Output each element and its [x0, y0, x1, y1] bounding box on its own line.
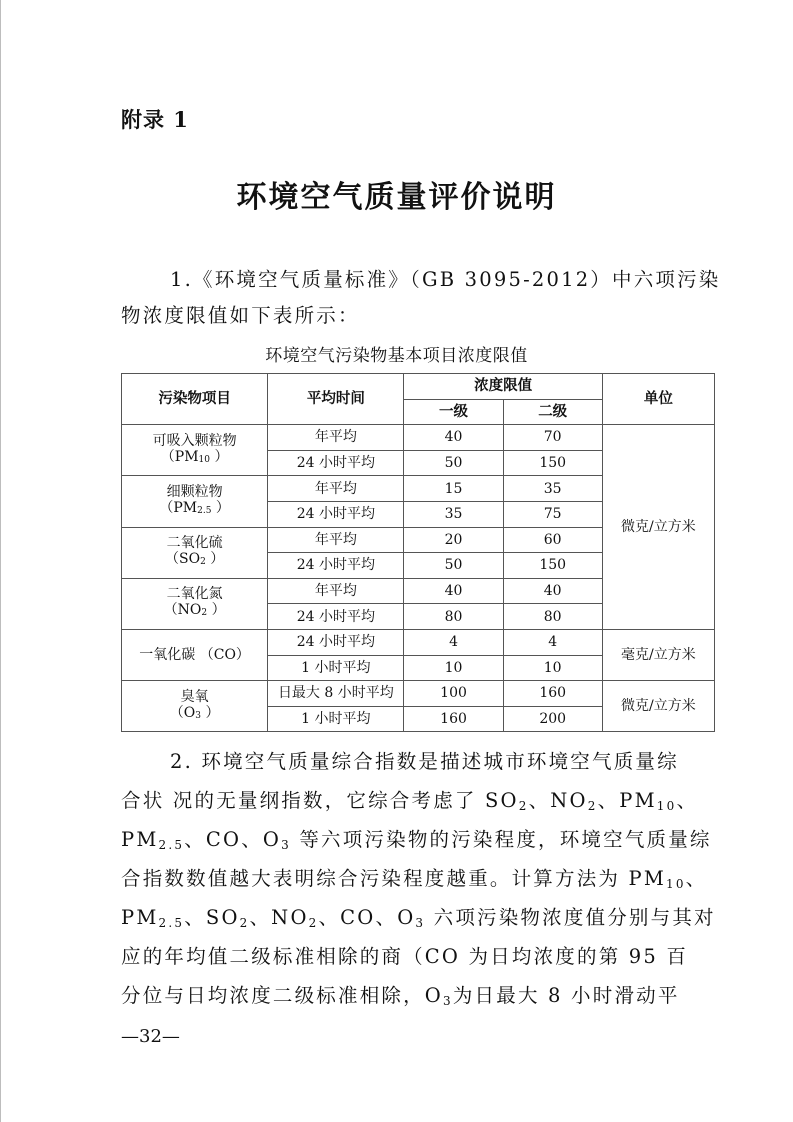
page-number: —32—: [121, 1026, 180, 1047]
header-time: 平均时间: [268, 374, 404, 425]
time-cell: 年平均: [268, 476, 404, 502]
level-1-cell: 40: [404, 578, 503, 604]
level-1-cell: 100: [404, 681, 503, 707]
time-cell: 24 小时平均: [268, 553, 404, 579]
level-2-cell: 40: [503, 578, 602, 604]
time-cell: 年平均: [268, 527, 404, 553]
time-cell: 日最大 8 小时平均: [268, 681, 404, 707]
time-cell: 1 小时平均: [268, 706, 404, 732]
time-cell: 24 小时平均: [268, 450, 404, 476]
header-pollutant: 污染物项目: [122, 374, 268, 425]
paragraph-2-line-4: 合指数数值越大表明综合污染程度越重。计算方法为 $PM_{10}$、: [121, 867, 708, 891]
level-2-cell: 70: [503, 425, 602, 451]
unit-cell: 毫克/立方米: [602, 629, 714, 680]
pollutant-cell: 细颗粒物 （$PM_{2.5}$ ）: [122, 476, 268, 527]
time-cell: 24 小时平均: [268, 604, 404, 630]
paragraph-2-line-1: 2. 环境空气质量综合指数是描述城市环境空气质量综: [170, 750, 679, 773]
level-1-cell: 160: [404, 706, 503, 732]
table-row: [122, 425, 715, 451]
time-cell: 24 小时平均: [268, 629, 404, 655]
paragraph-2-line-6: 应的年均值二级标准相除的商（CO 为日均浓度的第 95 百: [121, 945, 689, 968]
page-title: 环境空气质量评价说明: [236, 180, 557, 215]
level-2-cell: 35: [503, 476, 602, 502]
level-2-cell: 4: [503, 629, 602, 655]
level-2-cell: 150: [503, 450, 602, 476]
paragraph-1-line-2: 物浓度限值如下表所示：: [121, 304, 360, 327]
level-2-cell: 160: [503, 681, 602, 707]
level-2-cell: 10: [503, 655, 602, 681]
appendix-label: 附录 1: [121, 107, 189, 132]
header-limit: 浓度限值: [404, 374, 602, 400]
table-row: [122, 681, 715, 707]
paragraph-2: [121, 744, 716, 1064]
pollutant-cell: 二氧化硫 （$SO_2$ ）: [122, 527, 268, 578]
level-2-cell: 200: [503, 706, 602, 732]
time-cell: 24 小时平均: [268, 501, 404, 527]
paragraph-2-line-3: $PM_{2.5}$、CO、$O_3$ 等六项污染物的污染程度，环境空气质量综: [121, 828, 712, 852]
level-1-cell: 35: [404, 501, 503, 527]
paragraph-2-line-5: $PM_{2.5}$、$SO_2$、$NO_2$、CO、$O_3$ 六项污染物浓度值分别与其对: [121, 906, 716, 930]
table-caption: 环境空气污染物基本项目浓度限值: [265, 346, 528, 366]
level-2-cell: 150: [503, 553, 602, 579]
time-cell: 1 小时平均: [268, 655, 404, 681]
table-row: [122, 629, 715, 655]
level-1-cell: 20: [404, 527, 503, 553]
level-2-cell: 60: [503, 527, 602, 553]
pollutant-cell: 一氧化碳 （CO）: [122, 629, 268, 680]
level-1-cell: 80: [404, 604, 503, 630]
level-2-cell: 80: [503, 604, 602, 630]
level-1-cell: 10: [404, 655, 503, 681]
level-1-cell: 50: [404, 553, 503, 579]
time-cell: 年平均: [268, 425, 404, 451]
pollutant-limit-table: [121, 373, 715, 732]
level-1-cell: 50: [404, 450, 503, 476]
header-level-2: 二级: [503, 399, 602, 425]
level-2-cell: 75: [503, 501, 602, 527]
level-1-cell: 40: [404, 425, 503, 451]
time-cell: 年平均: [268, 578, 404, 604]
level-1-cell: 15: [404, 476, 503, 502]
header-unit: 单位: [602, 374, 714, 425]
unit-cell: 微克/立方米: [602, 425, 714, 630]
pollutant-cell: 二氧化氮 （$NO_2$ ）: [122, 578, 268, 629]
pollutant-cell: 可吸入颗粒物 （$PM_{10}$ ）: [122, 425, 268, 476]
paragraph-1-line-1: 1.《环境空气质量标准》（GB 3095-2012）中六项污染: [170, 268, 721, 291]
unit-cell: 微克/立方米: [602, 681, 714, 732]
paragraph-2-line-7: 分位与日均浓度二级标准相除，$O_3$为日最大 8 小时滑动平: [121, 984, 680, 1008]
level-1-cell: 4: [404, 629, 503, 655]
paragraph-2-line-2: 合状 况的无量纲指数，它综合考虑了 $SO_2$、$NO_2$、$PM_{10}$、: [121, 789, 699, 813]
pollutant-cell: 臭氧 （$O_3$ ）: [122, 681, 268, 732]
header-level-1: 一级: [404, 399, 503, 425]
page-edge: [0, 0, 1, 1122]
